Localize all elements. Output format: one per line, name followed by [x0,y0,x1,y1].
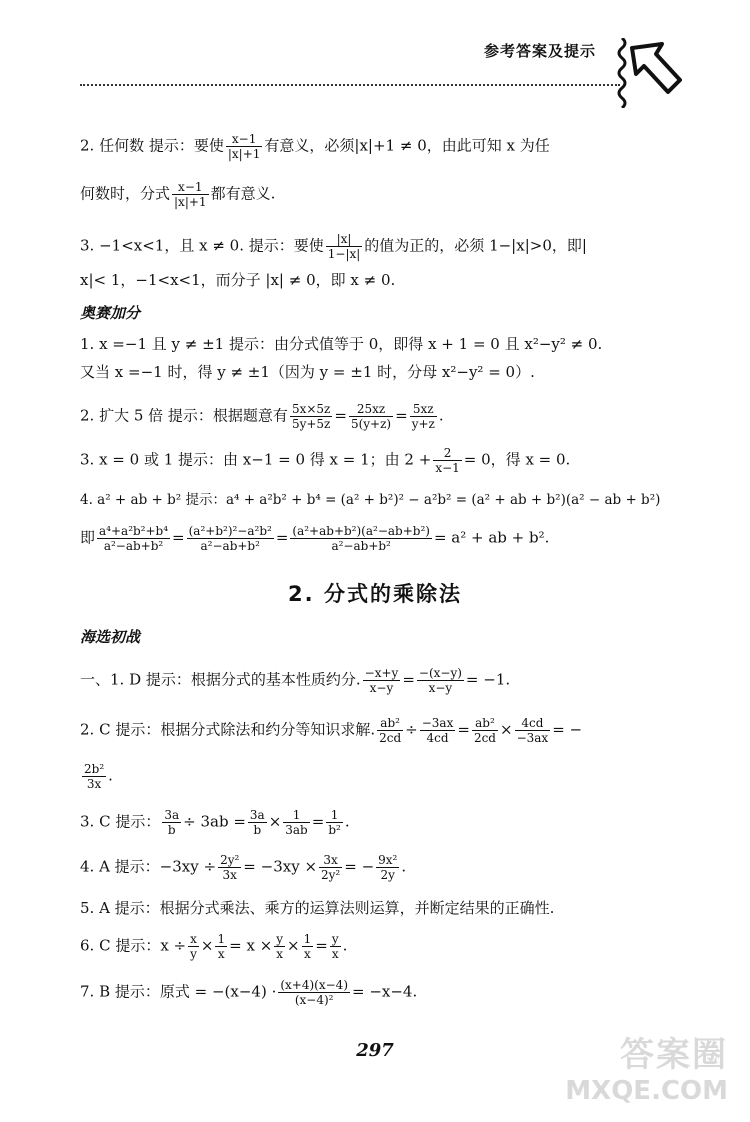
fraction [319,853,342,882]
answer-line: 4. a² + ab + b² 提示：a⁴ + a²b² + b⁴ = (a² + b²)² − a²b² = (a² + ab + b²)(a² − ab + b²) [80,492,661,508]
fraction [302,932,314,961]
fraction-numerator: 4cd [515,716,551,731]
fraction-denominator: −3ax [516,731,549,745]
watermark-url: MXQE.COM [565,1076,728,1106]
fraction [410,402,437,431]
fraction-denominator: a²−ab+b² [200,539,260,553]
fraction-denominator: |x|+1 [174,195,207,209]
fraction-denominator: 2y² [321,868,341,882]
subsection-heading: 海选初战 [80,628,141,646]
fraction-numerator: 25xz [349,402,393,417]
fraction-numerator: 3a [164,808,180,822]
fraction-numerator: 1 [303,932,312,946]
fraction-denominator: |x|+1 [227,147,261,161]
fraction-numerator: (x+4)(x−4) [280,978,348,992]
fraction-numerator: 9x² [378,853,398,867]
fraction [283,808,309,837]
fraction [187,524,274,553]
fraction [433,446,461,475]
fraction-numerator: |x| [326,232,363,247]
fraction-denominator: x [331,947,339,961]
fraction [218,853,241,882]
fraction-numerator: −(x−y) [418,666,462,680]
fraction-denominator: 3x [86,777,102,791]
fraction [172,180,209,209]
fraction [515,716,551,745]
fraction [363,666,401,695]
fraction [215,932,227,961]
fraction-denominator: b² [328,823,341,837]
fraction-numerator: x−1 [226,132,263,147]
answer-line: x|< 1，−1<x<1，而分子 |x| ≠ 0，即 x ≠ 0. [80,271,396,289]
fraction-denominator: x [217,947,225,961]
fraction [472,716,498,745]
fraction-denominator: y [190,947,197,961]
answer-line: 3. −1<x<1，且 x ≠ 0. 提示：要使 $\frac{|x|}{1-|x|}$ 的值为正的，必须 1−|x|>0，即| [80,232,587,261]
fraction-numerator: y [276,932,284,946]
header-dotted-rule [80,84,620,86]
answer-line: 3. C 提示： $\frac{3a}{b}$ ÷ 3ab = $\frac{3a}{b}$ × $\frac{1}{3ab}$ = $\frac{1}{\text{b²}}$ . [80,808,350,837]
fraction [162,808,181,837]
fraction-denominator: a²−ab+b² [331,539,391,553]
fraction-numerator: 3x [319,853,342,868]
fraction-numerator: x−1 [172,180,209,195]
answer-line: 2. 扩大 5 倍 提示：根据题意有 $\frac{5x\times 5z}{5y+5z}$ = $\frac{25xz}{5(y+z)}$ = $\frac{5xz}{y+z}$ . [80,402,444,431]
fraction-numerator: (a²+ab+b²)(a²−ab+b²) [292,524,430,538]
fraction-denominator: x−1 [435,461,460,475]
page-number: 297 [356,1040,394,1061]
subsection-heading: 奥赛加分 [80,304,141,322]
fraction [188,932,199,961]
fraction-numerator: 5xz [410,402,437,417]
answer-line: 2. 任何数 提示：要使 $\frac{x-1}{|x|+1}$ 有意义，必须|x|+1 ≠ 0，由此可知 x 为任 [80,132,550,161]
fraction-denominator: a²−ab+b² [103,539,164,553]
fraction-numerator: ab² [377,716,403,731]
fraction [417,666,464,695]
answer-line: 3. x = 0 或 1 提示：由 x−1 = 0 得 x = 1；由 2 + $\frac{2}{x-1}$ = 0，得 x = 0. [80,446,571,475]
fraction-numerator: y [331,932,339,946]
fraction-numerator: 5x×5z [290,402,332,417]
answer-line: 4. A 提示：−3xy ÷ $\frac{\text{2y²}}{3x}$ = −3xy × $\frac{3x}{\text{2y²}}$ = − $\frac{\text{9x²}}{2y}$ . [80,853,407,882]
watermark-text: 答案圈 [620,1035,728,1075]
answer-line: 6. C 提示：x ÷ $\frac{x}{y}$ × $\frac{1}{x}$ = x × $\frac{y}{x}$ × $\frac{1}{x}$ = $\frac{y}{x}$ . [80,932,348,961]
fraction [349,402,393,431]
fraction-numerator: 2 [433,446,461,461]
fraction-denominator: 5y+5z [291,417,331,431]
arrow-icon [628,40,684,108]
fraction [290,524,432,553]
answer-line: $\frac{\text{2b²}}{3x}$ . [84,762,113,791]
fraction [330,932,341,961]
fraction-denominator: y+z [411,417,435,431]
fraction-denominator: 1−|x| [327,247,361,261]
fraction [326,808,343,837]
fraction-numerator: x [190,932,197,946]
fraction [376,853,399,882]
fraction-denominator: 2cd [379,731,402,745]
fraction [377,716,403,745]
answer-line: 一、1. D 提示：根据分式的基本性质约分. $\frac{-x+y}{x-y}$ = $\frac{-(x-y)}{x-y}$ = −1. [80,666,511,695]
fraction-denominator: 5(y+z) [350,417,392,431]
fraction-numerator: (a²+b²)²−a²b² [188,524,272,538]
fraction [278,978,350,1007]
fraction [82,762,106,791]
answer-line: 即 $\frac{\text{a⁴+a²b²+b⁴}}{\text{a²−ab+b²}}$ = $\frac{\text{(a²+b²)²−a²b²}}{\text{a²−ab+b²}}$ = $\frac{\text{(a²+ab+b²)(a²−ab+b²)}}{\text{a²−ab+b²}}$ = a² + ab + b². [80,524,550,553]
fraction-numerator: ab² [472,716,498,731]
fraction-denominator: b [253,823,262,837]
answer-line: 1. x =−1 且 y ≠ ±1 提示：由分式值等于 0，即得 x + 1 = 0 且 x²−y² ≠ 0. [80,335,603,353]
fraction-numerator: 1 [283,808,309,823]
fraction [226,132,263,161]
fraction-numerator: −x+y [364,666,399,680]
fraction [420,716,456,745]
answer-line: 7. B 提示：原式 = −(x−4) · $\frac{(x+4)(x-4)}{\text{(x−4)²}}$ = −x−4. [80,978,418,1007]
fraction-denominator: 3ab [285,823,308,837]
fraction [97,524,170,553]
fraction-denominator: (x−4)² [294,993,334,1007]
fraction-numerator: 1 [217,932,226,946]
answer-line: 又当 x =−1 时，得 y ≠ ±1（因为 y = ±1 时，分母 x²−y² = 0）. [80,363,535,381]
fraction-denominator: 4cd [426,731,449,745]
wavy-divider-icon [616,38,628,108]
fraction-denominator: 3x [222,868,237,882]
fraction [248,808,267,837]
fraction [326,232,363,261]
answer-line: 2. C 提示：根据分式除法和约分等知识求解. $\frac{\text{ab²}}{2cd}$ ÷ $\frac{-3ax}{4cd}$ = $\frac{\text{ab²}}{2cd}$ × $\frac{4cd}{-3ax}$ = − [80,716,583,745]
fraction [290,402,332,431]
watermark-logo [565,1027,728,1106]
answer-line: 何数时，分式 $\frac{x-1}{|x|+1}$ 都有意义. [80,180,276,209]
fraction-denominator: 2cd [473,731,496,745]
fraction-denominator: x [304,947,311,961]
running-header-title: 参考答案及提示 [484,42,597,60]
fraction-denominator: x [276,947,284,961]
fraction-denominator: x−y [369,681,394,695]
fraction-numerator: −3ax [421,716,454,730]
fraction-numerator: a⁴+a²b²+b⁴ [99,524,169,538]
fraction-numerator: 1 [326,808,343,823]
answer-line: 5. A 提示：根据分式乘法、乘方的运算法则运算，并断定结果的正确性. [80,899,555,917]
fraction-denominator: b [167,823,176,837]
fraction-numerator: 3a [249,808,265,822]
fraction-denominator: 2y [380,868,395,882]
fraction-numerator: 2y² [220,853,240,867]
fraction-numerator: 2b² [84,762,105,776]
section-title: 2. 分式的乘除法 [288,582,462,606]
fraction [274,932,285,961]
fraction-denominator: x−y [428,681,453,695]
